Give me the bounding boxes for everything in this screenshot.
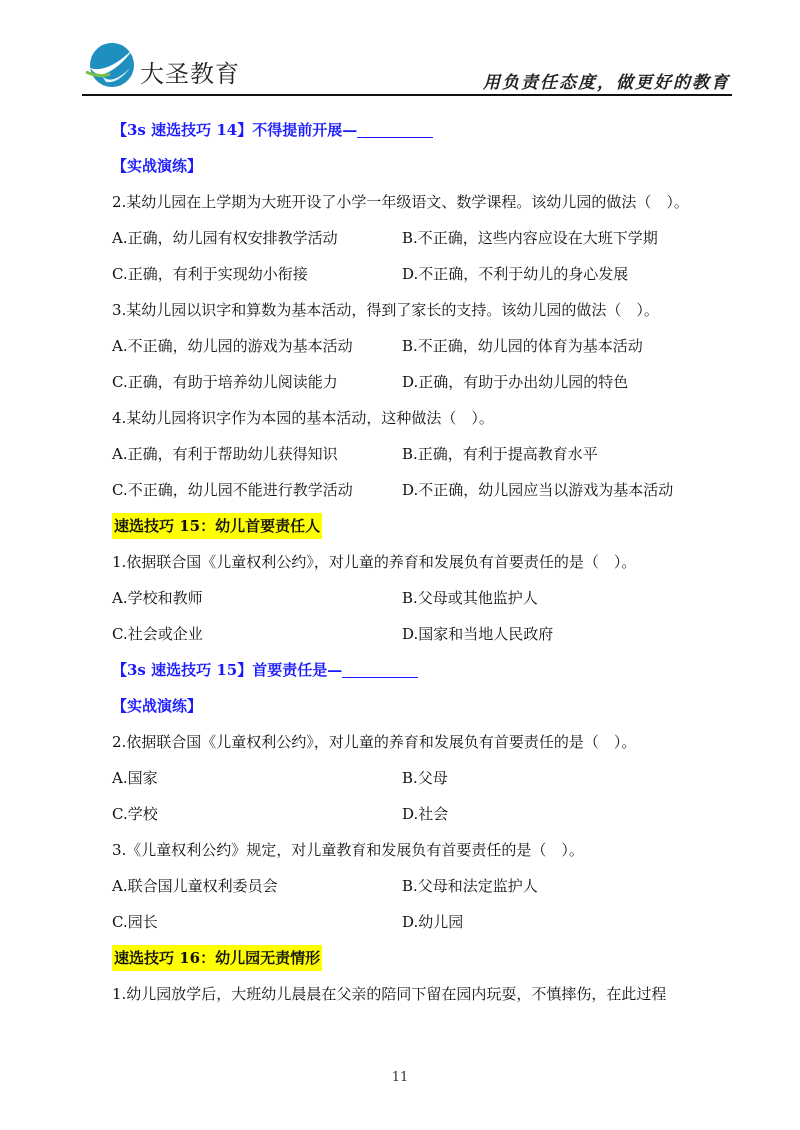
answer-option: C.学校 — [112, 805, 158, 823]
question-text — [112, 976, 732, 1012]
answer-option: B.不正确，这些内容应设在大班下学期 — [402, 229, 658, 247]
answer-options-row — [112, 220, 732, 256]
answer-options-row — [112, 256, 732, 292]
answer-option: D.不正确，幼儿园应当以游戏为基本活动 — [402, 481, 674, 499]
answer-options-row — [112, 868, 732, 904]
question-text — [112, 400, 732, 436]
answer-option: B.不正确，幼儿园的体育为基本活动 — [402, 337, 643, 355]
question-text — [112, 292, 732, 328]
answer-option: D.社会 — [402, 805, 449, 823]
line-text: 3.某幼儿园以识字和算数为基本活动，得到了家长的支持。该幼儿园的做法（ ）。 — [112, 301, 659, 319]
document-body — [112, 112, 732, 1012]
line-text: 【3s 速选技巧 15】首要责任是— — [112, 661, 343, 679]
answer-option: C.不正确，幼儿园不能进行教学活动 — [112, 481, 353, 499]
answer-option: A.联合国儿童权利委员会 — [112, 877, 278, 895]
line-text: 【实战演练】 — [112, 697, 203, 715]
answer-option: A.学校和教师 — [112, 589, 203, 607]
brand-name: 大圣教育 — [140, 60, 240, 88]
answer-option: D.幼儿园 — [402, 913, 464, 931]
answer-option: D.不正确，不利于幼儿的身心发展 — [402, 265, 629, 283]
answer-option: A.正确，有利于帮助幼儿获得知识 — [112, 445, 338, 463]
line-text: 【3s 速选技巧 14】不得提前开展— — [112, 121, 358, 139]
answer-option: C.正确，有助于培养幼儿阅读能力 — [112, 373, 338, 391]
answer-option: A.正确，幼儿园有权安排教学活动 — [112, 229, 338, 247]
answer-option: C.社会或企业 — [112, 625, 203, 643]
answer-option: A.不正确，幼儿园的游戏为基本活动 — [112, 337, 353, 355]
line-text: 2.依据联合国《儿童权利公约》，对儿童的养育和发展负有首要责任的是（ ）。 — [112, 733, 637, 751]
fill-in-blank — [357, 121, 433, 138]
answer-options-row — [112, 328, 732, 364]
practice-heading — [112, 148, 732, 184]
answer-option: B.父母 — [402, 769, 448, 787]
line-text: 2.某幼儿园在上学期为大班开设了小学一年级语文、数学课程。该幼儿园的做法（ ）。 — [112, 193, 689, 211]
answer-options-row — [112, 760, 732, 796]
question-text — [112, 832, 732, 868]
line-text: 3.《儿童权利公约》规定，对儿童教育和发展负有首要责任的是（ ）。 — [112, 841, 584, 859]
header-divider — [82, 94, 732, 96]
page-header — [82, 38, 732, 96]
line-text: 1.幼儿园放学后，大班幼儿晨晨在父亲的陪同下留在园内玩耍，不慎摔伤，在此过程 — [112, 985, 667, 1003]
answer-options-row — [112, 436, 732, 472]
swallow-logo-icon — [82, 38, 142, 90]
fill-in-blank — [342, 661, 418, 678]
answer-option: C.正确，有利于实现幼小衔接 — [112, 265, 308, 283]
answer-options-row — [112, 616, 732, 652]
answer-option: B.父母和法定监护人 — [402, 877, 538, 895]
page-number: 11 — [391, 1070, 409, 1085]
answer-options-row — [112, 796, 732, 832]
heading-text: 速选技巧 16：幼儿园无责情形 — [112, 945, 322, 971]
highlighted-heading — [112, 940, 732, 976]
highlighted-heading — [112, 508, 732, 544]
answer-option: C.园长 — [112, 913, 158, 931]
answer-options-row — [112, 472, 732, 508]
answer-option: B.父母或其他监护人 — [402, 589, 538, 607]
question-text — [112, 544, 732, 580]
line-text: 4.某幼儿园将识字作为本园的基本活动，这种做法（ ）。 — [112, 409, 494, 427]
question-text — [112, 724, 732, 760]
practice-heading — [112, 688, 732, 724]
answer-option: B.正确，有利于提高教育水平 — [402, 445, 598, 463]
answer-options-row — [112, 580, 732, 616]
question-text — [112, 184, 732, 220]
answer-options-row — [112, 364, 732, 400]
answer-option: A.国家 — [112, 769, 158, 787]
heading-text: 速选技巧 15：幼儿首要责任人 — [112, 513, 322, 539]
header-slogan: 用负责任态度，做更好的教育 — [483, 73, 730, 93]
tip-line — [112, 112, 732, 148]
answer-option: D.国家和当地人民政府 — [402, 625, 554, 643]
answer-options-row — [112, 904, 732, 940]
answer-option: D.正确，有助于办出幼儿园的特色 — [402, 373, 629, 391]
line-text: 1.依据联合国《儿童权利公约》，对儿童的养育和发展负有首要责任的是（ ）。 — [112, 553, 637, 571]
line-text: 【实战演练】 — [112, 157, 203, 175]
tip-line — [112, 652, 732, 688]
